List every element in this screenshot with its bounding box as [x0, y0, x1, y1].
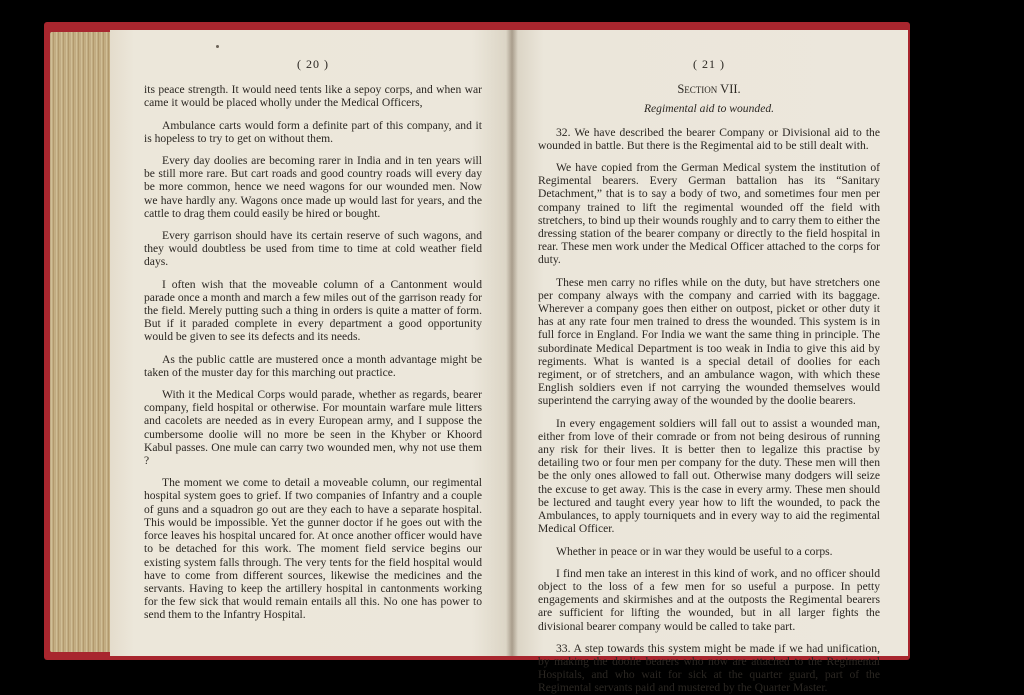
right-paragraph: Whether in peace or in war they would be useful to a corps.	[556, 544, 833, 558]
left-page-number: ( 20 )	[297, 57, 329, 71]
ink-speck	[216, 45, 219, 48]
right-paragraph: I find men take an interest in this kind of work, and no officer should object to the loss of a few men for so useful a purpose. In petty engagements and skirmishes and at the outposts the Regimental bearers are sufficient for lifting the wounded, but in all larger fights the divisional bearer company would be called to take part.	[538, 566, 880, 633]
left-paragraph: Every garrison should have its certain reserve of such wagons, and they would doubtless be used from time to time at cold weather field days.	[144, 229, 482, 269]
right-paragraph: In every engagement soldiers will fall out to assist a wounded man, either from love of their comrade or from not being desirous of running any risk for their lives. It is better then to legalize this practise by detailing two or four men per company for the duty. These men will then be the only ones allowed to fall out. Otherwise many dodgers will seize the excuse to get away. This is the case in every army. These men should be lectured and taught every year how to lift the wounded, to pack the Ambulances, to apply tourniquets and in every way to aid the regimental Medical Officer.	[538, 416, 880, 536]
right-paragraph: 32. We have described the bearer Company or Divisional aid to the wounded in battle. But there is the Regimental aid to be still dealt with.	[538, 125, 880, 152]
right-page-number: ( 21 )	[693, 57, 725, 71]
section-heading: Section VII.	[677, 82, 741, 97]
left-paragraph: Every day doolies are becoming rarer in India and in ten years will be still more rare. But cart roads and good country roads will every day be more common, hence we need wagons for our wounded men. Now we have hardly any. Wagons once made up would last for years, and the cattle to drag them could easily be hired or bought.	[144, 154, 482, 220]
section-subtitle: Regimental aid to wounded.	[643, 102, 775, 116]
right-paragraph: We have copied from the German Medical system the institution of Regimental bearers. Every German battalion has its “Sanitary Detachment,” that is to say a body of two, and sometimes four men per company trained to lift the regimental wounded off the field with stretchers, to bind up their wounds roughly and to carry them to either the dressing station of the bearer company or directly to the field hospital in rear. These men work under the Medical Officer attached to the corps for duty.	[538, 161, 880, 267]
right-paragraph: These men carry no rifles while on the duty, but have stretchers one per company always with the company and carried with its baggage. Wherever a company goes then either on outpost, picket or other duty it has at any rate four men trained to dress the wounded. This system is in full force in England. For India we want the same thing in principle. The subordinate Medical Department is too weak in India to give this aid by regiments. What is wanted is a special detail of doolies for each regiment, or of stretchers, and an ambulance wagon, with which these English soldiers even if not carrying the wounded themselves would superintend the carrying away of the wounded by the doolie bearers.	[538, 275, 880, 408]
left-paragraph: its peace strength. It would need tents like a sepoy corps, and when war came it would be placed wholly under the Medical Officers,	[144, 83, 482, 110]
left-paragraph: As the public cattle are mustered once a month advantage might be taken of the muster day for this marching out practice.	[144, 352, 482, 379]
right-page	[512, 30, 908, 695]
left-paragraph: The moment we come to detail a moveable column, our regimental hospital system goes to grief. If two companies of Infantry and a couple of guns and a squadron go out are they each to have a separate hospital. This would be impossible. Yet the gunner doctor if he goes out with the force leaves his hospital uncared for. At once another officer would have to be detached for this work. The moment field service begins our existing system falls through. The very tents for the field hospital would have to come from different sources, likewise the medicines and the servants. Having to keep the artillery hospital in cantonments working for the few sick that would remain entails all this. No one has power to send them to the Infantry Hospital.	[144, 476, 482, 622]
left-paragraph: Ambulance carts would form a definite part of this company, and it is hopeless to try to get on without them.	[144, 118, 482, 145]
left-paragraph: With it the Medical Corps would parade, whether as regards, bearer company, field hospital or otherwise. For mountain warfare mule litters and cacolets are needed as in every European army, and I suppose the cumbersome doolie will no more be seen in the Khyber or Khoord Kabul passes. One mule can carry two wounded men, why not use them ?	[144, 388, 482, 468]
left-paragraph: I often wish that the moveable column of a Cantonment would parade once a month and march a few miles out of the garrison ready for the field. Merely putting such a thing in orders is quite a matter of form. But if it paraded complete in every department a good opportunity would be given to see its defects and its needs.	[144, 277, 482, 344]
book-gutter	[506, 30, 518, 656]
right-paragraph: 33. A step towards this system might be made if we had unification, by making the doolie bearers who now are attached to the Regimental Hospitals, and who wait for sick at the quarter guard, part of the Regimental servants paid and mustered by the Quarter Master.	[538, 641, 880, 695]
left-page	[110, 30, 512, 656]
